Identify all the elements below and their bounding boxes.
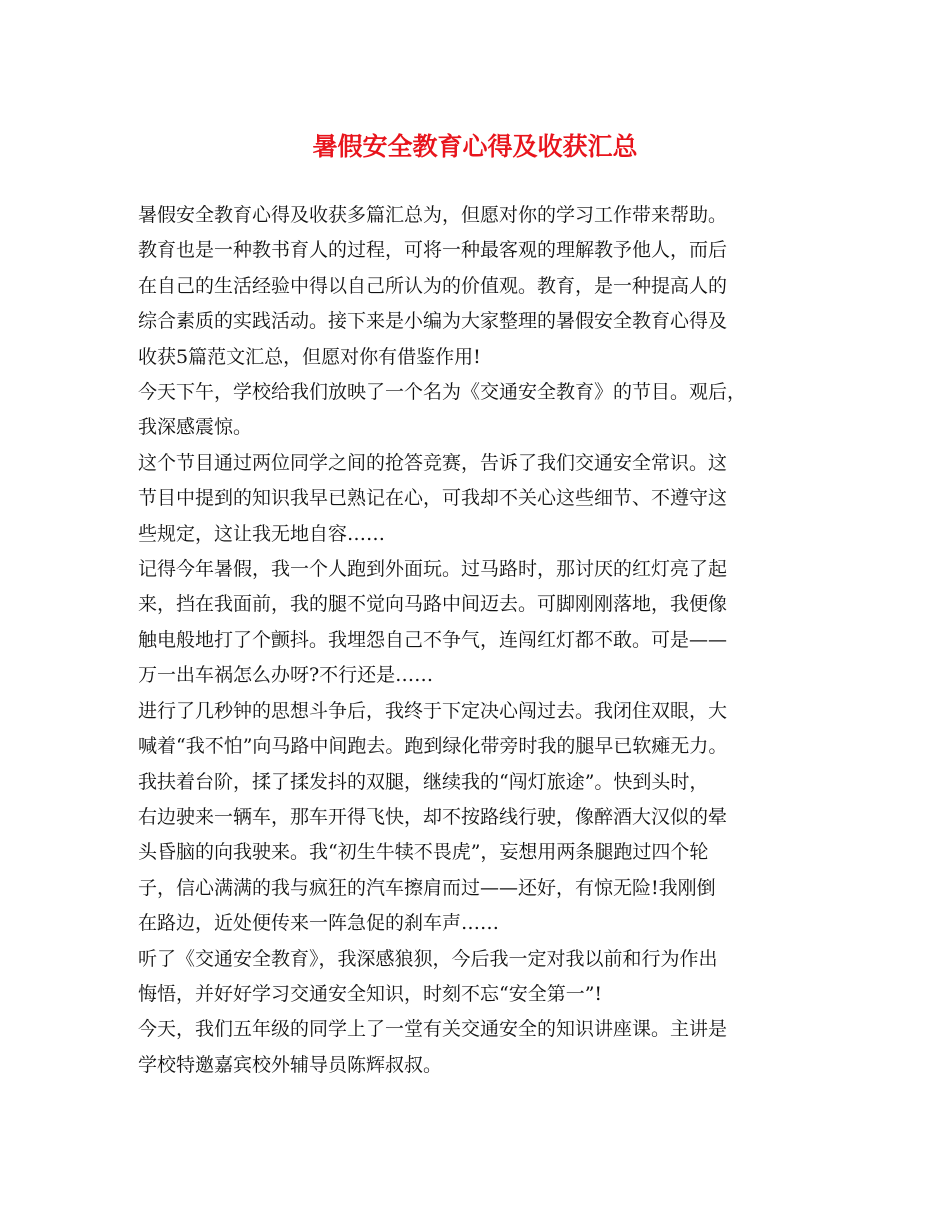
body-line: 万一出车祸怎么办呀?不行还是…… — [138, 664, 434, 687]
body-line: 喊着“我不怕”向马路中间跑去。跑到绿化带旁时我的腿早已软瘫无力。 — [138, 735, 728, 758]
body-line: 节目中提到的知识我早已熟记在心，可我却不关心这些细节、不遵守这 — [138, 487, 728, 510]
document-title: 暑假安全教育心得及收获汇总 — [312, 132, 638, 161]
document-body — [138, 198, 818, 1083]
body-line: 进行了几秒钟的思想斗争后，我终于下定决心闯过去。我闭住双眼，大 — [138, 699, 728, 722]
body-line: 记得今年暑假，我一个人跑到外面玩。过马路时，那讨厌的红灯亮了起 — [138, 558, 728, 581]
body-line: 些规定，这让我无地自容…… — [138, 522, 386, 545]
body-line: 在自己的生活经验中得以自己所认为的价值观。教育，是一种提高人的 — [138, 274, 728, 297]
body-line: 来，挡在我面前，我的腿不觉向马路中间迈去。可脚刚刚落地，我便像 — [138, 593, 728, 616]
body-line: 触电般地打了个颤抖。我埋怨自己不争气，连闯红灯都不敢。可是—— — [138, 628, 728, 651]
body-line: 右边驶来一辆车，那车开得飞快，却不按路线行驶，像醉酒大汉似的晕 — [138, 805, 728, 828]
body-line: 我扶着台阶，揉了揉发抖的双腿，继续我的“闯灯旅途”。快到头时， — [138, 770, 709, 793]
body-line: 暑假安全教育心得及收获多篇汇总为，但愿对你的学习工作带来帮助。 — [138, 204, 728, 226]
body-line: 听了《交通安全教育》，我深感狼狈，今后我一定对我以前和行为作出 — [138, 947, 718, 970]
body-line: 教育也是一种教书育人的过程，可将一种最客观的理解教予他人，而后 — [138, 239, 728, 262]
body-line: 学校特邀嘉宾校外辅导员陈辉叔叔。 — [138, 1053, 443, 1076]
body-line: 悔悟，并好好学习交通安全知识，时刻不忘“安全第一”! — [138, 982, 603, 1005]
body-line: 收获5篇范文汇总，但愿对你有借鉴作用! — [138, 345, 481, 368]
body-line: 这个节目通过两位同学之间的抢答竞赛，告诉了我们交通安全常识。这 — [138, 451, 728, 474]
body-line: 在路边，近处便传来一阵急促的刹车声…… — [138, 912, 500, 935]
body-line: 今天，我们五年级的同学上了一堂有关交通安全的知识讲座课。主讲是 — [138, 1018, 728, 1041]
body-line: 头昏脑的向我驶来。我“初生牛犊不畏虎”，妄想用两条腿跑过四个轮 — [138, 841, 709, 864]
body-line: 子，信心满满的我与疯狂的汽车擦肩而过——还好，有惊无险!我刚倒 — [138, 876, 716, 899]
body-line: 今天下午，学校给我们放映了一个名为《交通安全教育》的节目。观后， — [138, 381, 747, 404]
body-line: 综合素质的实践活动。接下来是小编为大家整理的暑假安全教育心得及 — [138, 310, 728, 333]
body-line: 我深感震惊。 — [138, 416, 253, 439]
